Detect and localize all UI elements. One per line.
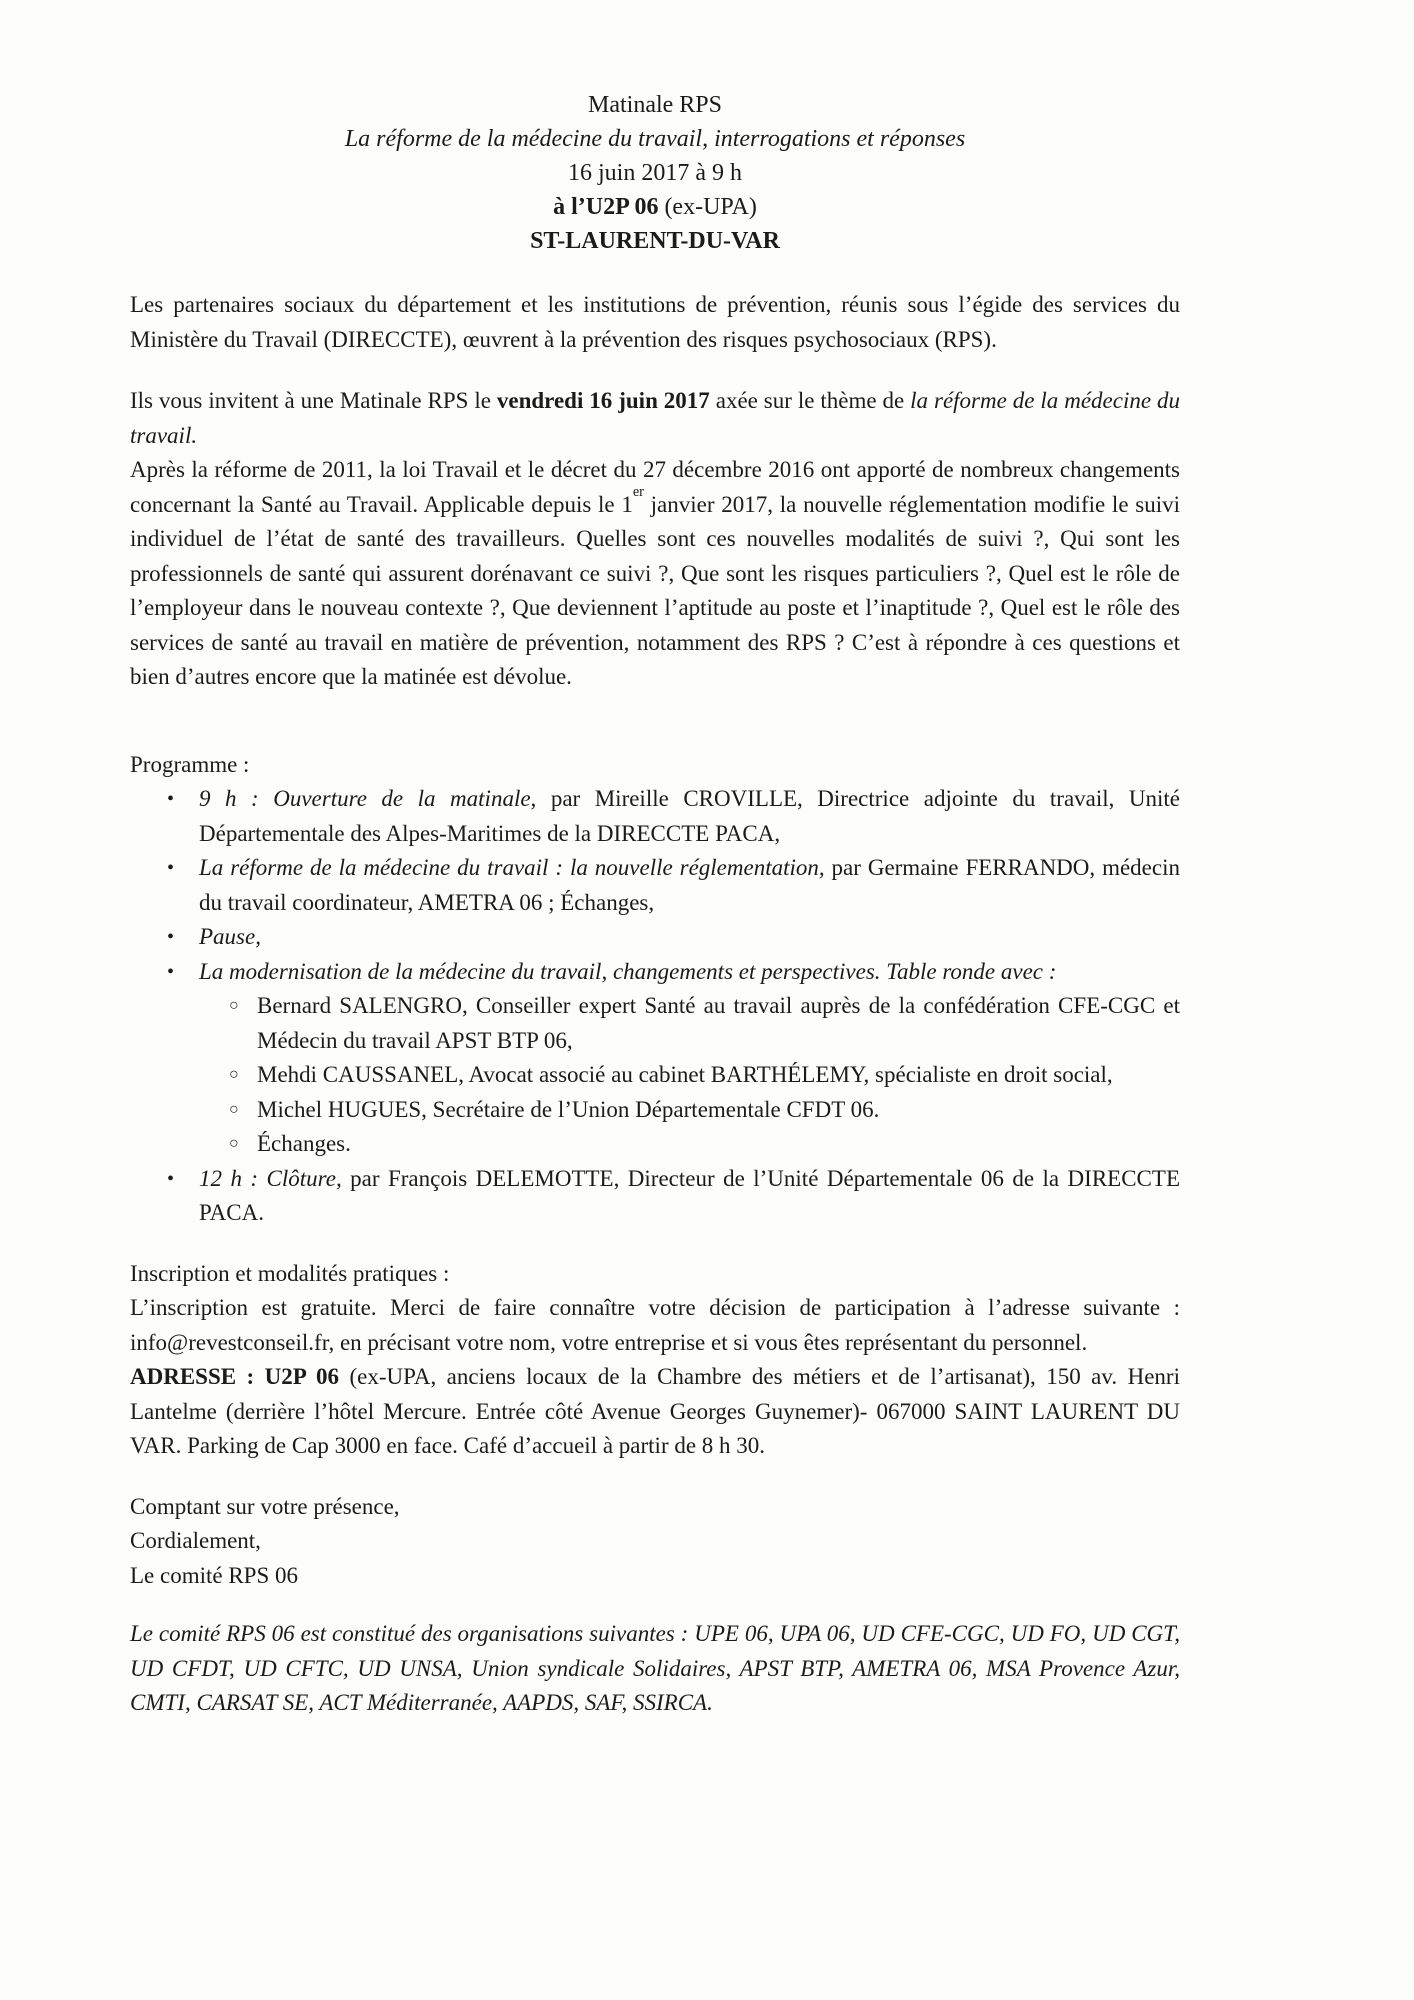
intro-paragraph: Les partenaires sociaux du département et les institutions de prévention, réunis sous l’égide des services du Ministère du Travail (DIRECCTE), œuvrent à la prévention des risques psychosociaux (RPS).: [130, 292, 1180, 352]
closing-section: [130, 1490, 1180, 1594]
inscription-paragraph: L’inscription est gratuite. Merci de faire connaître votre décision de participation à l’adresse suivante : info@revestconseil.fr, en précisant votre nom, votre entreprise et si vous êtes représentant du personnel.: [130, 1295, 1180, 1355]
speaker-item: [199, 989, 1180, 1058]
programme-item-cloture: [130, 1162, 1180, 1231]
event-city: ST-LAURENT-DU-VAR: [530, 228, 780, 254]
address-detail: (ex-UPA, anciens locaux de la Chambre des métiers et de l’artisanat), 150 av. Henri Lantelme (derrière l’hôtel Mercure. Entrée côté Avenue Georges Guynemer)- 067000 SAINT LAURENT DU VAR. Parking de Cap 3000 en face. Café d’accueil à partir de 8 h 30.: [130, 1364, 1180, 1458]
speaker-item: [199, 1058, 1180, 1093]
programme-item-text: [199, 920, 1180, 955]
context-text: janvier 2017, la nouvelle réglementation modifie le suivi individuel de l’état de santé des travailleurs. Quelles sont ces nouvelles modalités de suivi ?, Qui sont les professionnels de santé qui assurent dorénavant ce suivi ?, Que sont les risques particuliers ?, Quel est le rôle de l’employeur dans le nouveau contexte ?, Que deviennent l’aptitude au poste et l’inaptitude ?, Quel est le rôle des services de santé au travail en matière de prévention, notamment des RPS ? C’est à répondre à ces questions et bien d’autres encore que la matinée est dévolue.: [130, 491, 1180, 689]
programme-item-ouverture: [130, 782, 1180, 851]
bullet-icon: •: [167, 926, 175, 948]
bullet-icon: •: [167, 960, 175, 983]
venue-name: à l’U2P 06: [553, 194, 659, 220]
circle-bullet-icon: ○: [229, 997, 239, 1014]
closing-line: Comptant sur votre présence,: [130, 1493, 400, 1519]
speaker-text: Échanges.: [257, 1131, 351, 1156]
letter-header: [130, 88, 1180, 258]
programme-item-text: [199, 955, 1180, 1162]
document-title: Matinale RPS: [587, 92, 722, 118]
invitation-text: Ils vous invitent à une Matinale RPS le: [130, 388, 497, 413]
bullet-icon: •: [167, 788, 175, 810]
invitation-block: [130, 384, 1180, 695]
programme-item-reforme: [130, 851, 1180, 920]
programme-item-text: [199, 851, 1180, 920]
session-title: 9 h : Ouverture de la matinale,: [199, 786, 537, 811]
bullet-icon: •: [167, 1167, 175, 1190]
invitation-text: axée sur le thème de: [709, 388, 911, 413]
speaker-text: Bernard SALENGRO, Conseiller expert Santé au travail auprès de la confédération CFE-CGC et Médecin du travail APST BTP 06,: [257, 993, 1180, 1053]
session-detail: par Mireille CROVILLE, Directrice adjointe du travail, Unité Départementale des Alpes-Maritimes de la DIRECCTE PACA,: [199, 786, 1181, 846]
event-datetime: 16 juin 2017 à 9 h: [568, 160, 742, 186]
session-title: La modernisation de la médecine du travail, changements et perspectives. Table ronde avec :: [199, 958, 1057, 984]
footer-note: Le comité RPS 06 est constitué des organisations suivantes : UPE 06, UPA 06, UD CFE-CGC, UD FO, UD CGT, UD CFDT, UD CFTC, UD UNSA, Union syndicale Solidaires, APST BTP, AMETRA 06, MSA Provence Azur, CMTI, CARSAT SE, ACT Méditerranée, AAPDS, SAF, SSIRCA.: [130, 1621, 1180, 1715]
invitation-paragraph: [130, 384, 1180, 453]
session-title: 12 h : Clôture,: [199, 1165, 342, 1191]
session-title: La réforme de la médecine du travail : la nouvelle réglementation,: [199, 855, 825, 880]
session-title: Pause,: [199, 924, 261, 949]
inscription-section: [130, 1257, 1180, 1464]
speaker-text: Michel HUGUES, Secrétaire de l’Union Départementale CFDT 06.: [257, 1096, 880, 1122]
inscription-heading: Inscription et modalités pratiques :: [130, 1260, 450, 1286]
document-subtitle: La réforme de la médecine du travail, interrogations et réponses: [344, 126, 966, 152]
event-venue: [130, 190, 1180, 224]
event-date-emphasis: vendredi 16 juin 2017: [496, 388, 710, 413]
circle-bullet-icon: ○: [229, 1100, 239, 1118]
signature: Le comité RPS 06: [130, 1562, 299, 1588]
session-detail: par François DELEMOTTE, Directeur de l’Unité Départementale 06 de la DIRECCTE PACA.: [199, 1165, 1180, 1225]
closing-line: Cordialement,: [130, 1528, 261, 1553]
programme-heading: Programme :: [130, 751, 250, 777]
context-paragraph: [130, 453, 1180, 695]
session-detail: par Germaine FERRANDO, médecin du travail coordinateur, AMETRA 06 ; Échanges,: [199, 855, 1180, 915]
speaker-item: [199, 1127, 1180, 1162]
programme-item-table-ronde: [130, 955, 1180, 1162]
address-label: ADRESSE : U2P 06: [130, 1364, 340, 1389]
ordinal-superscript: er: [632, 484, 644, 501]
programme-item-text: [199, 1162, 1180, 1231]
address-paragraph: [130, 1360, 1180, 1464]
programme-item-pause: [130, 920, 1180, 955]
speaker-item: [199, 1093, 1180, 1128]
table-ronde-list: [199, 989, 1180, 1162]
bullet-icon: •: [167, 857, 175, 879]
programme-list: [130, 782, 1180, 1231]
letter-content: [130, 88, 1180, 1721]
context-text: Après la réforme de 2011, la loi Travail et le décret du 27 décembre 2016 ont apporté de nombreux changements concernant la Santé au Travail. Applicable depuis le 1: [130, 457, 1180, 517]
circle-bullet-icon: ○: [229, 1135, 239, 1152]
theme-title: la réforme de la médecine du travail.: [130, 388, 1180, 448]
circle-bullet-icon: ○: [229, 1066, 239, 1083]
venue-note: (ex-UPA): [658, 194, 757, 220]
speaker-text: Mehdi CAUSSANEL, Avocat associé au cabinet BARTHÉLEMY, spécialiste en droit social,: [257, 1062, 1113, 1087]
programme-item-text: [199, 782, 1180, 851]
